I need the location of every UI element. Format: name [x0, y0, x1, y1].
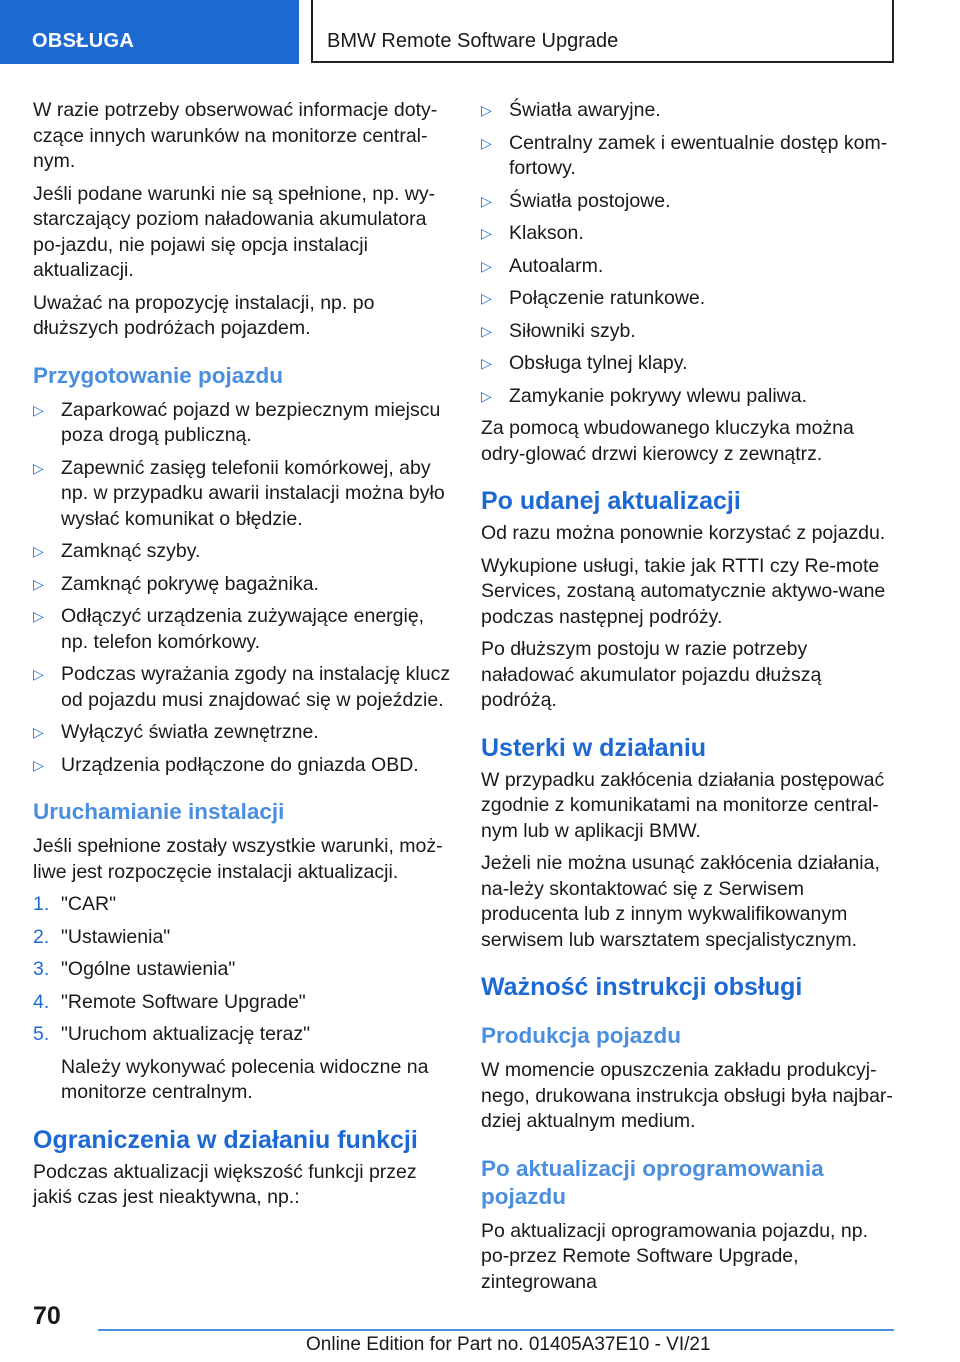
- intro-paragraph: Jeśli podane warunki nie są spełnione, np. wy-starczający poziom naładowania akumulatora po-jazdu, nie pojawi się opcja instalacji aktualizacji.: [33, 182, 436, 281]
- limits-list: [481, 98, 901, 409]
- list-item: ▷ Zamknąć szyby.: [33, 539, 451, 565]
- faults-paragraph: W przypadku zakłócenia działania postępować zgodnie z komunikatami na monitorze central-nym lub w aplikacji BMW.: [481, 768, 885, 842]
- heading-faults: Usterki w działaniu: [481, 733, 707, 762]
- list-item: ▷ Autoalarm.: [481, 254, 901, 280]
- heading-start-installation: Uruchamianie instalacji: [33, 799, 285, 824]
- list-item: ▷ Zamknąć pokrywę bagażnika.: [33, 572, 451, 598]
- faults-paragraph: Jeżeli nie można usunąć zakłócenia działania, na-leży skontaktować się z Serwisem producenta lub z innym wykwalifikowanym serwisem lub warsztatem specjalistycznym.: [481, 852, 880, 951]
- list-item: ▷ Klakson.: [481, 221, 901, 247]
- step-text: "Ogólne ustawienia": [61, 958, 236, 980]
- heading-function-limits: Ograniczenia w działaniu funkcji: [33, 1125, 418, 1154]
- preparation-list: [33, 398, 451, 779]
- list-item: ▷ Centralny zamek i ewentualnie dostęp kom-fortowy.: [481, 131, 901, 182]
- success-paragraph: Po dłuższym postoju w razie potrzeby naładować akumulator pojazdu dłuższą podróżą.: [481, 638, 822, 711]
- section-tab: [0, 0, 299, 64]
- step-number: 4.: [33, 990, 50, 1013]
- list-item: ▷ Siłowniki szyb.: [481, 319, 901, 345]
- heading-after-software-update: Po aktualizacji oprogramowania pojazdu: [481, 1155, 824, 1209]
- step-number: 2.: [33, 925, 50, 948]
- limits-paragraph: Podczas aktualizacji większość funkcji przez jakiś czas jest nieaktywna, np.:: [33, 1160, 417, 1208]
- list-item: ▷ Urządzenia podłączone do gniazda OBD.: [33, 753, 451, 779]
- list-item: ▷ Zaparkować pojazd w bezpiecznym miejscu poza drogą publiczną.: [33, 398, 451, 449]
- success-paragraph: Wykupione usługi, takie jak RTTI czy Re-mote Services, zostaną automatycznie aktywo-wane podczas następnej podróży.: [481, 554, 886, 628]
- step-number: 3.: [33, 958, 50, 980]
- chapter-tab: [311, 0, 894, 63]
- heading-manual-validity: Ważność instrukcji obsługi: [481, 973, 803, 1001]
- step-text: "Remote Software Upgrade": [61, 990, 306, 1013]
- step-number: 1.: [33, 893, 50, 915]
- step-text: "Ustawienia": [61, 925, 171, 948]
- left-column: [33, 98, 451, 1218]
- section-label: OBSŁUGA: [32, 30, 135, 52]
- list-item: ▷ Odłączyć urządzenia zużywające energię, np. telefon komórkowy.: [33, 604, 451, 655]
- step-item: [33, 892, 451, 918]
- start-paragraph: Jeśli spełnione zostały wszystkie warunki, moż-liwe jest rozpoczęcie instalacji aktualizacji.: [33, 835, 443, 883]
- step-item: [33, 957, 451, 983]
- step-number: 5.: [33, 1023, 50, 1045]
- page-number: 70: [33, 1302, 61, 1330]
- key-paragraph: Za pomocą wbudowanego kluczyka można odry-glować drzwi kierowcy z zewnątrz.: [481, 417, 854, 465]
- intro-paragraph: Uważać na propozycję instalacji, np. po dłuższych podróżach pojazdem.: [33, 291, 375, 339]
- step-text: "CAR": [61, 893, 117, 915]
- list-item: ▷ Wyłączyć światła zewnętrzne.: [33, 720, 451, 746]
- list-item: ▷ Światła postojowe.: [481, 189, 901, 215]
- list-item: ▷ Zamykanie pokrywy wlewu paliwa.: [481, 384, 901, 410]
- steps-note: Należy wykonywać polecenia widoczne na monitorze centralnym.: [61, 1055, 429, 1103]
- list-item: ▷ Światła awaryjne.: [481, 98, 901, 124]
- page-header: [0, 0, 960, 66]
- heading-vehicle-preparation: Przygotowanie pojazdu: [33, 362, 284, 388]
- chapter-title: BMW Remote Software Upgrade: [327, 30, 619, 52]
- step-item: [33, 990, 451, 1016]
- list-item: ▷ Połączenie ratunkowe.: [481, 286, 901, 312]
- production-paragraph: W momencie opuszczenia zakładu produkcyj-nego, drukowana instrukcja obsługi była najbar-dziej aktualnym medium.: [481, 1059, 893, 1132]
- footer-edition: Online Edition for Part no. 01405A37E10 - VI/21: [306, 1334, 711, 1355]
- software-paragraph: Po aktualizacji oprogramowania pojazdu, np. po-przez Remote Software Upgrade, zintegrowana: [481, 1219, 868, 1293]
- step-item: [33, 1022, 451, 1048]
- heading-after-update: Po udanej aktualizacji: [481, 487, 741, 515]
- list-item: ▷ Podczas wyrażania zgody na instalację klucz od pojazdu musi znajdować się w pojeździe.: [33, 662, 451, 713]
- right-column: [481, 98, 901, 1302]
- steps-list: [33, 892, 451, 1048]
- footer-divider: [98, 1329, 894, 1331]
- list-item: ▷ Zapewnić zasięg telefonii komórkowej, aby np. w przypadku awarii instalacji można było wysłać komunikat o błędzie.: [33, 456, 451, 533]
- step-item: [33, 925, 451, 951]
- heading-vehicle-production: Produkcja pojazdu: [481, 1023, 682, 1048]
- list-item: ▷ Obsługa tylnej klapy.: [481, 351, 901, 377]
- step-text: "Uruchom aktualizację teraz": [61, 1023, 311, 1045]
- success-paragraph: Od razu można ponownie korzystać z pojazdu.: [481, 522, 886, 544]
- intro-paragraph: W razie potrzeby obserwować informacje doty-czące innych warunków na monitorze central-nym.: [33, 99, 438, 172]
